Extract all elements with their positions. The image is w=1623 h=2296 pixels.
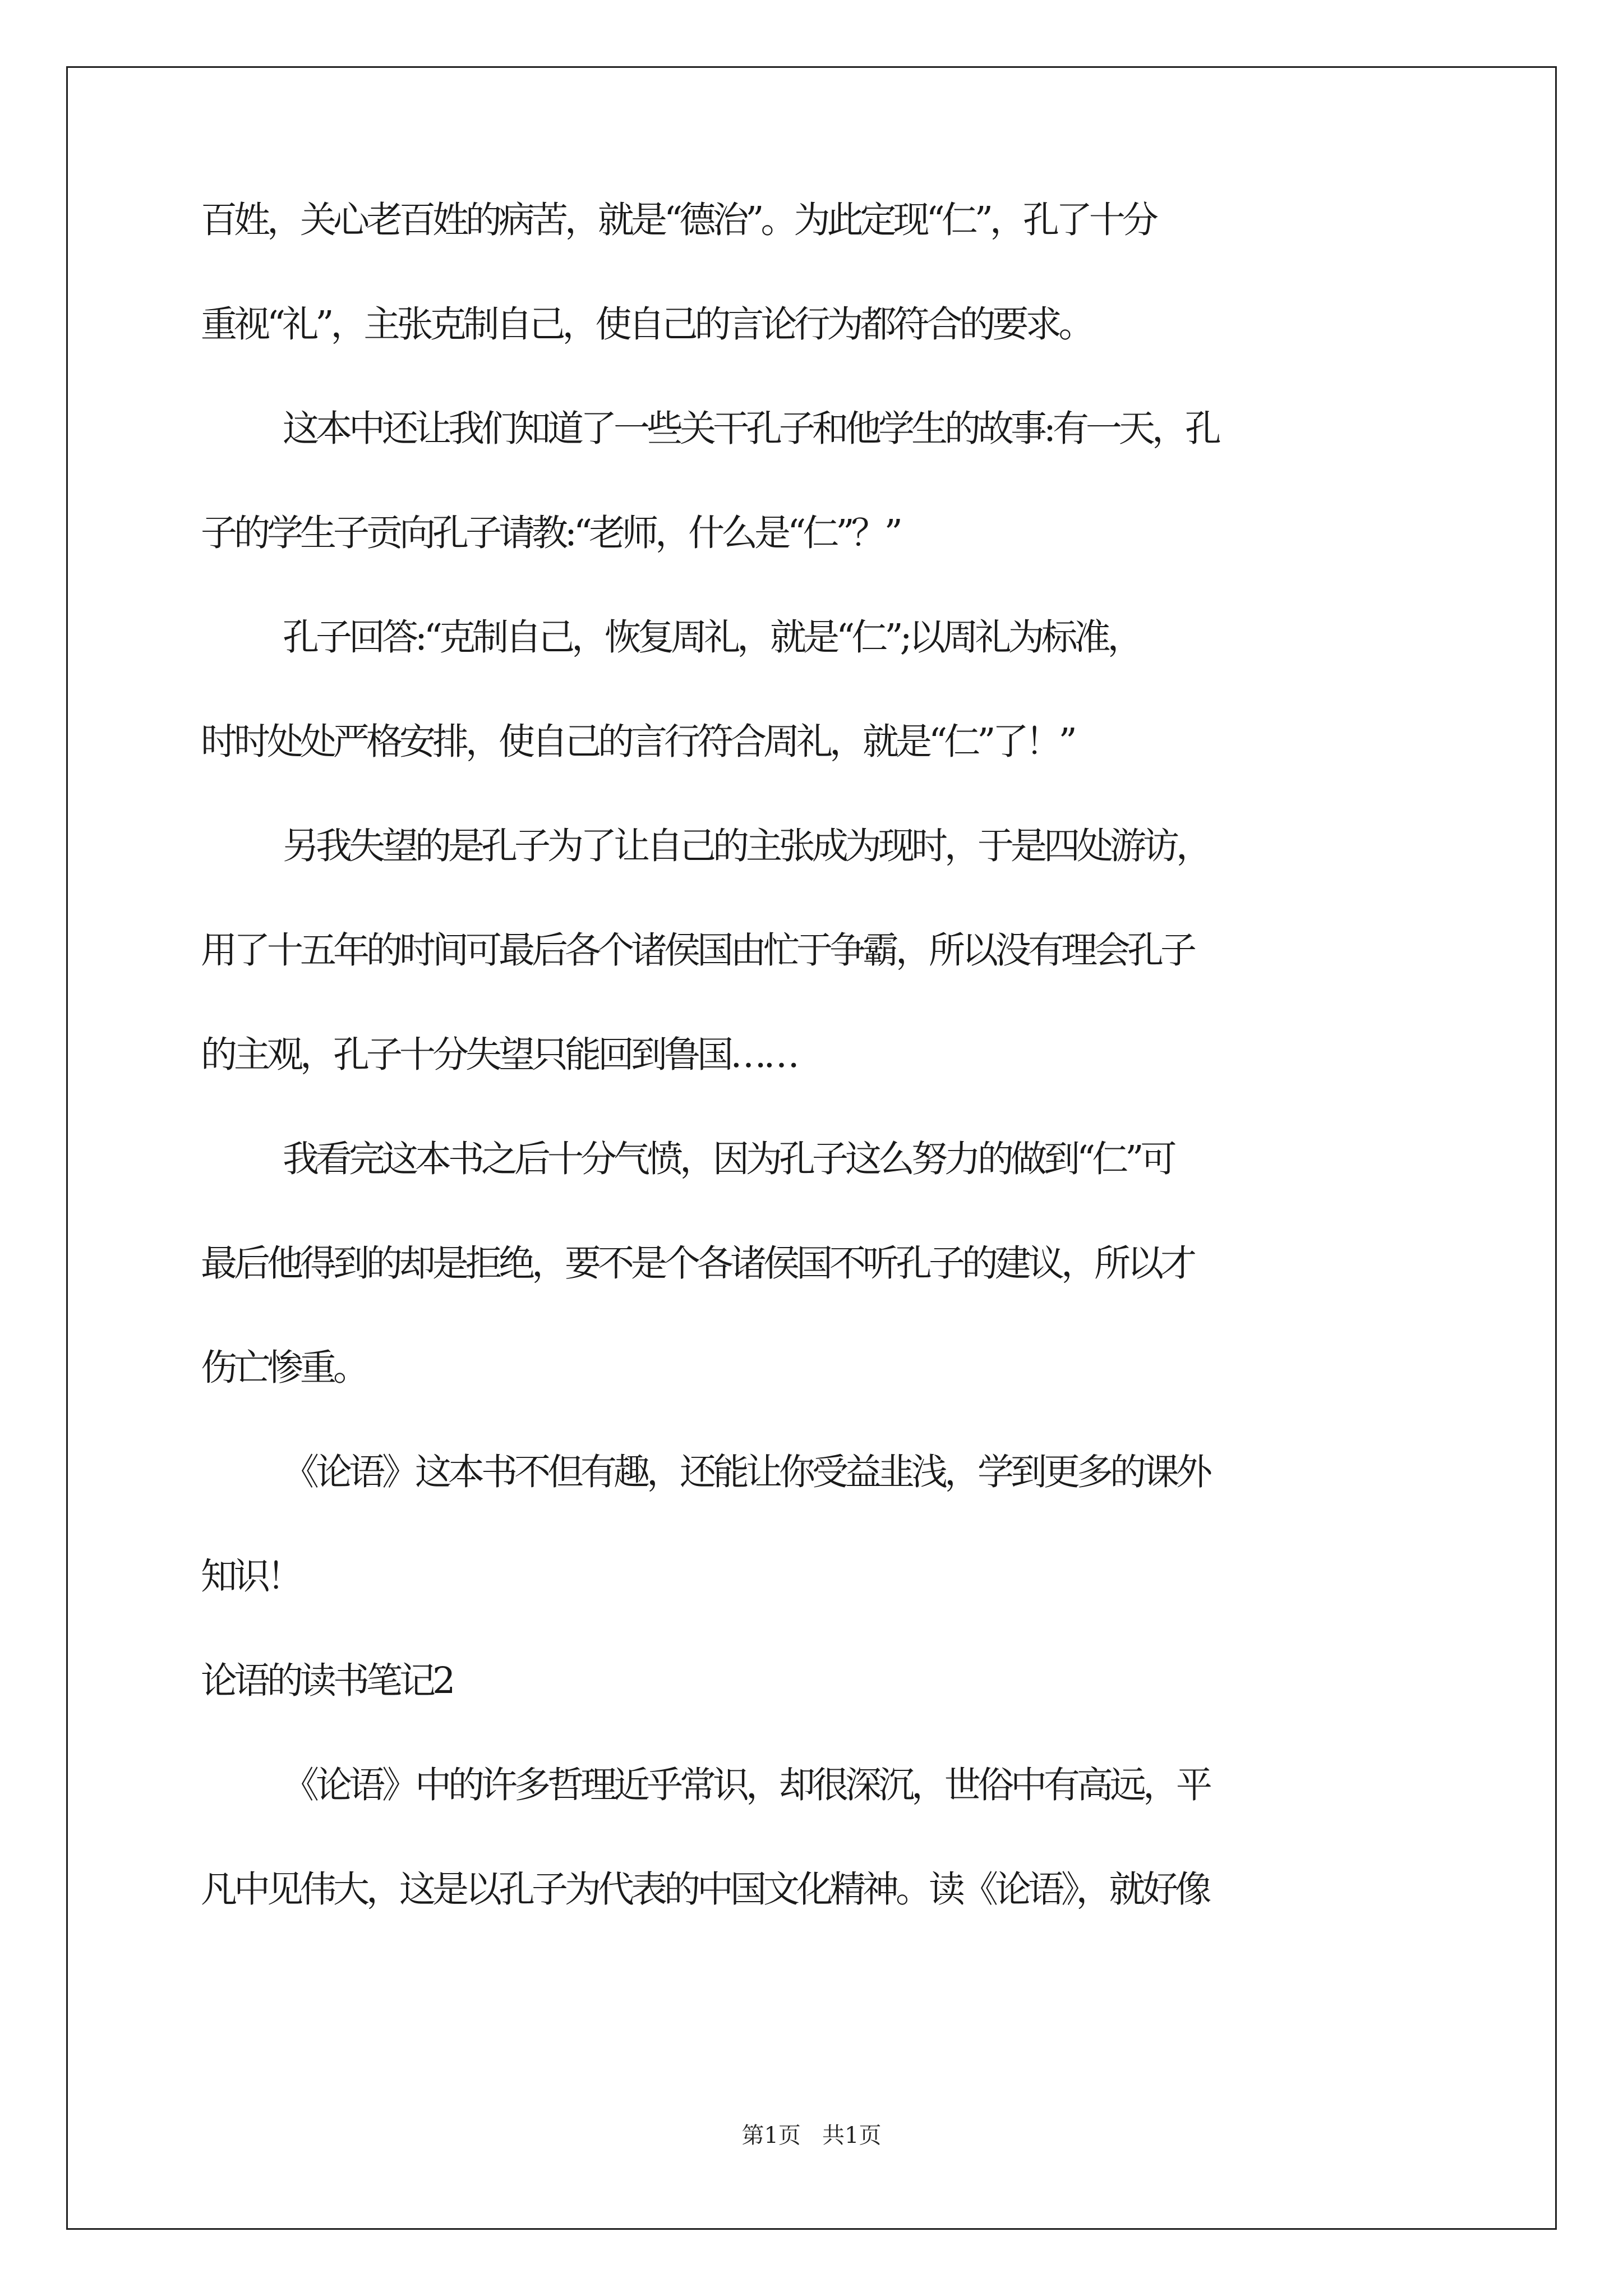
- text-line: 凡中见伟大，这是以孔子为代表的中国文化精神。读《论语》，就好像: [201, 1869, 1209, 1911]
- text-line: 用了十五年的时间可最后各个诸侯国由忙于争霸，所以没有理会孔子: [201, 930, 1194, 972]
- text-line: 伤亡惨重。: [201, 1347, 367, 1389]
- document-body: [201, 199, 1435, 1976]
- text-line: 重视“礼”，主张克制自己，使自己的言论行为都符合的要求。: [201, 303, 1092, 346]
- section-heading: 论语的读书笔记2: [201, 1660, 453, 1702]
- text-line: 的主观，孔子十分失望只能回到鲁国……: [201, 1034, 797, 1076]
- text-line: 这本中还让我们知道了一些关干孔子和他学生的故事:有一天，孔: [283, 408, 1218, 450]
- text-line: 子的学生子贡向孔子请教:“老师，什么是“仁”？”: [201, 512, 900, 554]
- text-line: 《论语》这本书不但有趣，还能让你受益韭浅，学到更多的课外: [283, 1451, 1210, 1493]
- text-line: 另我失望的是孔子为了让自己的主张成为现时，于是四处游访，: [283, 825, 1210, 867]
- text-line: 我看完这本书之后十分气愤，因为孔子这么努力的做到“仁”可: [283, 1138, 1174, 1180]
- text-line: 孔子回答:“克制自己，恢复周礼，就是“仁”;以周礼为标准，: [283, 616, 1141, 659]
- text-line: 时时处处严格安排，使自己的言行符合周礼，就是“仁”了！”: [201, 721, 1074, 763]
- text-line: 《论语》中的许多哲理近乎常识，却很深沉，世俗中有高远，平: [283, 1764, 1210, 1806]
- text-line: 最后他得到的却是拒绝，要不是个各诸侯国不听孔子的建议，所以才: [201, 1243, 1194, 1285]
- text-line: 知识！: [201, 1556, 301, 1598]
- text-line: 百姓，关心老百姓的病苦，就是“德治”。为此定现“仁”，孔了十分: [201, 199, 1155, 241]
- page-footer: 第1页 共1页: [741, 2123, 882, 2148]
